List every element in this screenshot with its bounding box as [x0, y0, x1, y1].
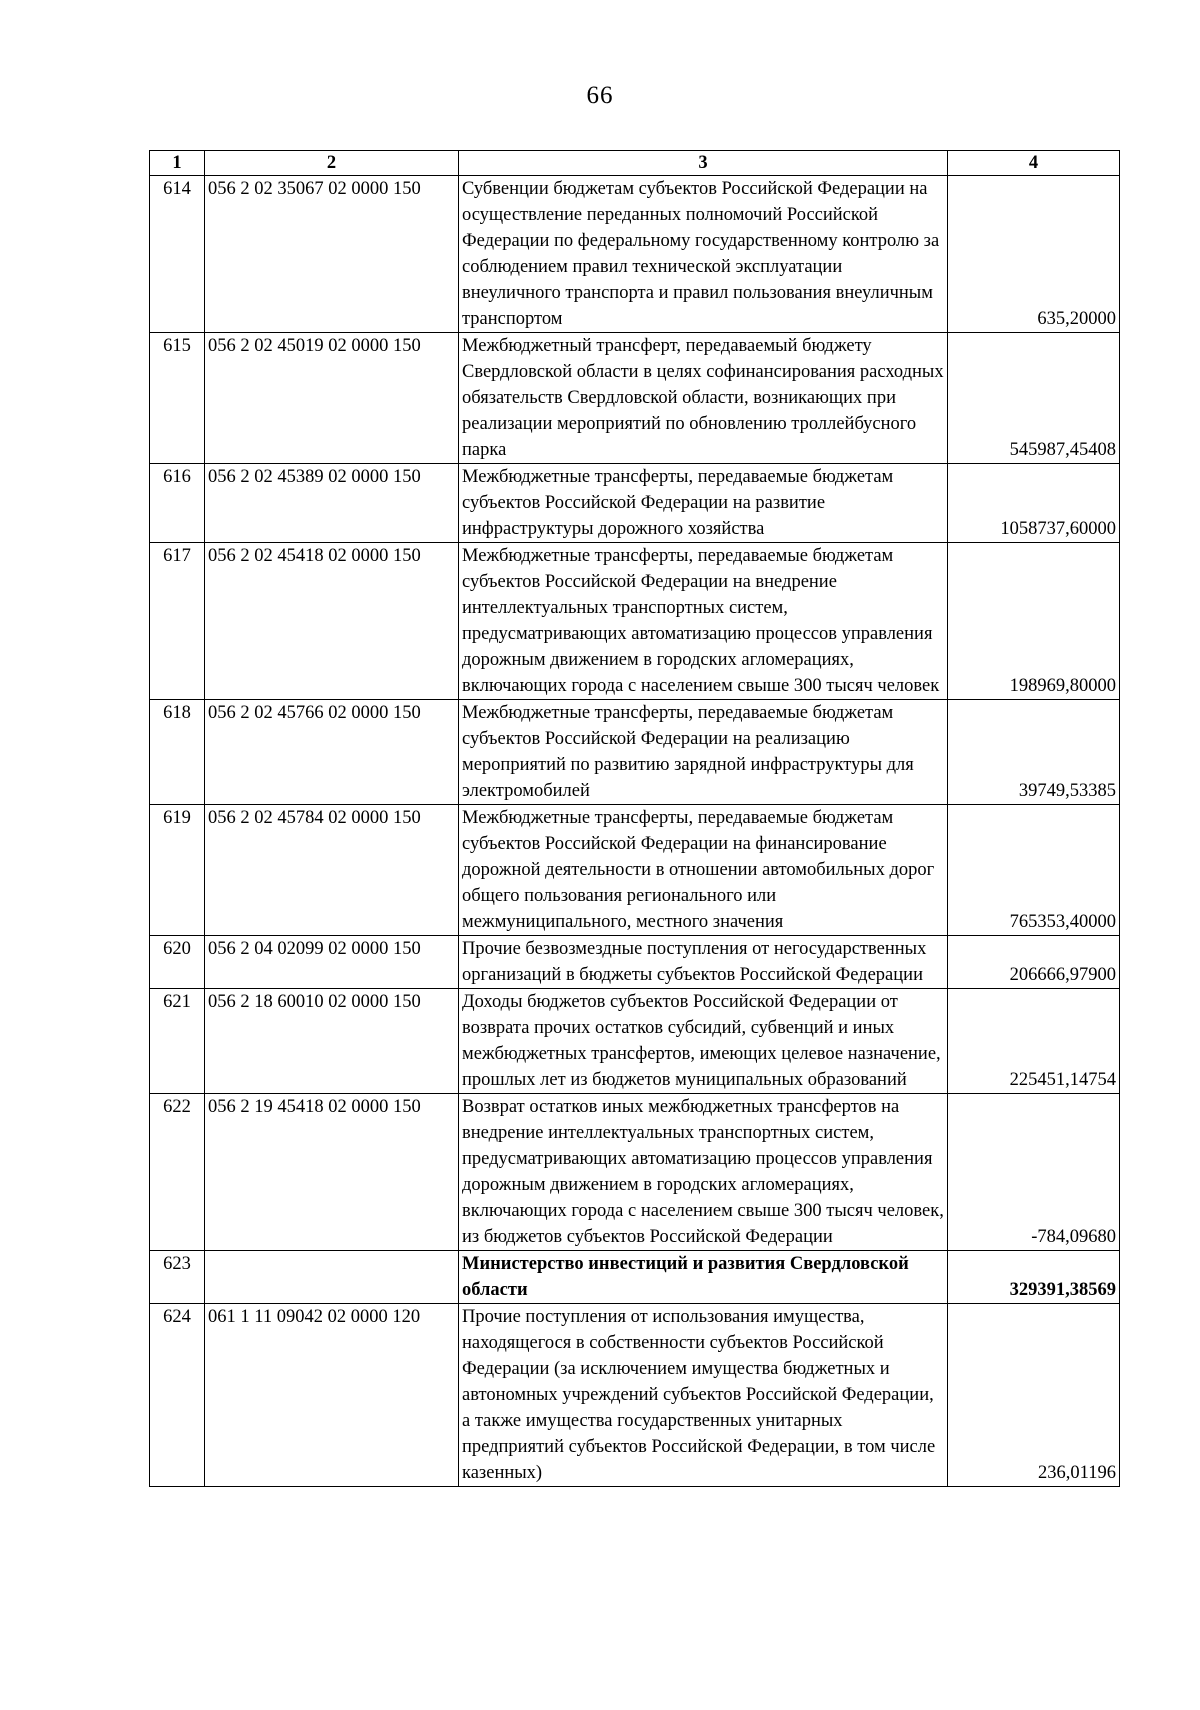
- amount-cell: 198969,80000: [948, 543, 1120, 700]
- description-cell: Возврат остатков иных межбюджетных трансфертов на внедрение интеллектуальных транспортных систем, предусматривающих автоматизацию процессов управления дорожным движением в городских агломерациях, включающих города с населением свыше 300 тысяч человек, из бюджетов субъектов Российской Федерации: [459, 1094, 948, 1251]
- description-cell: Прочие безвозмездные поступления от негосударственных организаций в бюджеты субъектов Российской Федерации: [459, 936, 948, 989]
- row-number-cell: 620: [150, 936, 205, 989]
- budget-code-cell: 056 2 02 45418 02 0000 150: [205, 543, 459, 700]
- amount-cell: 39749,53385: [948, 700, 1120, 805]
- budget-code-cell: 056 2 02 45019 02 0000 150: [205, 333, 459, 464]
- table-row: [150, 1251, 1120, 1304]
- description-cell: Межбюджетные трансферты, передаваемые бюджетам субъектов Российской Федерации на финансирование дорожной деятельности в отношении автомобильных дорог общего пользования регионального или межмуниципального, местного значения: [459, 805, 948, 936]
- description-cell: Межбюджетный трансферт, передаваемый бюджету Свердловской области в целях софинансирования расходных обязательств Свердловской области, возникающих при реализации мероприятий по обновлению троллейбусного парка: [459, 333, 948, 464]
- table-row: [150, 989, 1120, 1094]
- row-number-cell: 616: [150, 464, 205, 543]
- table-row: [150, 700, 1120, 805]
- page-number: 66: [586, 82, 614, 109]
- row-number-cell: 619: [150, 805, 205, 936]
- row-number-cell: 614: [150, 176, 205, 333]
- table-body: [150, 176, 1120, 1487]
- budget-code-cell: 056 2 02 45766 02 0000 150: [205, 700, 459, 805]
- header-col-2: 2: [205, 151, 459, 176]
- budget-code-cell: 056 2 02 45784 02 0000 150: [205, 805, 459, 936]
- budget-code-cell: 056 2 18 60010 02 0000 150: [205, 989, 459, 1094]
- budget-code-cell: 056 2 02 45389 02 0000 150: [205, 464, 459, 543]
- row-number-cell: 623: [150, 1251, 205, 1304]
- amount-cell: 765353,40000: [948, 805, 1120, 936]
- amount-cell: 635,20000: [948, 176, 1120, 333]
- row-number-cell: 621: [150, 989, 205, 1094]
- table-row: [150, 464, 1120, 543]
- amount-cell: 1058737,60000: [948, 464, 1120, 543]
- description-cell: Субвенции бюджетам субъектов Российской Федерации на осуществление переданных полномочий Российской Федерации по федеральному государственному контролю за соблюдением правил технической эксплуатации внеуличного транспорта и правил пользования внеуличным транспортом: [459, 176, 948, 333]
- row-number-cell: 622: [150, 1094, 205, 1251]
- amount-cell: 236,01196: [948, 1304, 1120, 1487]
- description-cell: Прочие поступления от использования имущества, находящегося в собственности субъектов Российской Федерации (за исключением имущества бюджетных и автономных учреждений субъектов Российской Федерации, а также имущества государственных унитарных предприятий субъектов Российской Федерации, в том числе казенных): [459, 1304, 948, 1487]
- description-cell: Министерство инвестиций и развития Свердловской области: [459, 1251, 948, 1304]
- amount-cell: 545987,45408: [948, 333, 1120, 464]
- row-number-cell: 624: [150, 1304, 205, 1487]
- table-row: [150, 1304, 1120, 1487]
- description-cell: Межбюджетные трансферты, передаваемые бюджетам субъектов Российской Федерации на реализацию мероприятий по развитию зарядной инфраструктуры для электромобилей: [459, 700, 948, 805]
- table-row: [150, 1094, 1120, 1251]
- table-row: [150, 176, 1120, 333]
- amount-cell: 329391,38569: [948, 1251, 1120, 1304]
- row-number-cell: 617: [150, 543, 205, 700]
- revenue-table: [149, 150, 1120, 1487]
- header-row: [150, 151, 1120, 176]
- row-number-cell: 618: [150, 700, 205, 805]
- amount-cell: 206666,97900: [948, 936, 1120, 989]
- table-row: [150, 333, 1120, 464]
- description-cell: Межбюджетные трансферты, передаваемые бюджетам субъектов Российской Федерации на внедрение интеллектуальных транспортных систем, предусматривающих автоматизацию процессов управления дорожным движением в городских агломерациях, включающих города с населением свыше 300 тысяч человек: [459, 543, 948, 700]
- budget-code-cell: 056 2 19 45418 02 0000 150: [205, 1094, 459, 1251]
- table-row: [150, 543, 1120, 700]
- budget-code-cell: 061 1 11 09042 02 0000 120: [205, 1304, 459, 1487]
- table-row: [150, 805, 1120, 936]
- description-cell: Межбюджетные трансферты, передаваемые бюджетам субъектов Российской Федерации на развитие инфраструктуры дорожного хозяйства: [459, 464, 948, 543]
- description-cell: Доходы бюджетов субъектов Российской Федерации от возврата прочих остатков субсидий, субвенций и иных межбюджетных трансфертов, имеющих целевое назначение, прошлых лет из бюджетов муниципальных образований: [459, 989, 948, 1094]
- header-col-3: 3: [459, 151, 948, 176]
- amount-cell: -784,09680: [948, 1094, 1120, 1251]
- table-row: [150, 936, 1120, 989]
- amount-cell: 225451,14754: [948, 989, 1120, 1094]
- budget-code-cell: 056 2 02 35067 02 0000 150: [205, 176, 459, 333]
- header-col-1: 1: [150, 151, 205, 176]
- budget-code-cell: 056 2 04 02099 02 0000 150: [205, 936, 459, 989]
- row-number-cell: 615: [150, 333, 205, 464]
- budget-code-cell: [205, 1251, 459, 1304]
- header-col-4: 4: [948, 151, 1120, 176]
